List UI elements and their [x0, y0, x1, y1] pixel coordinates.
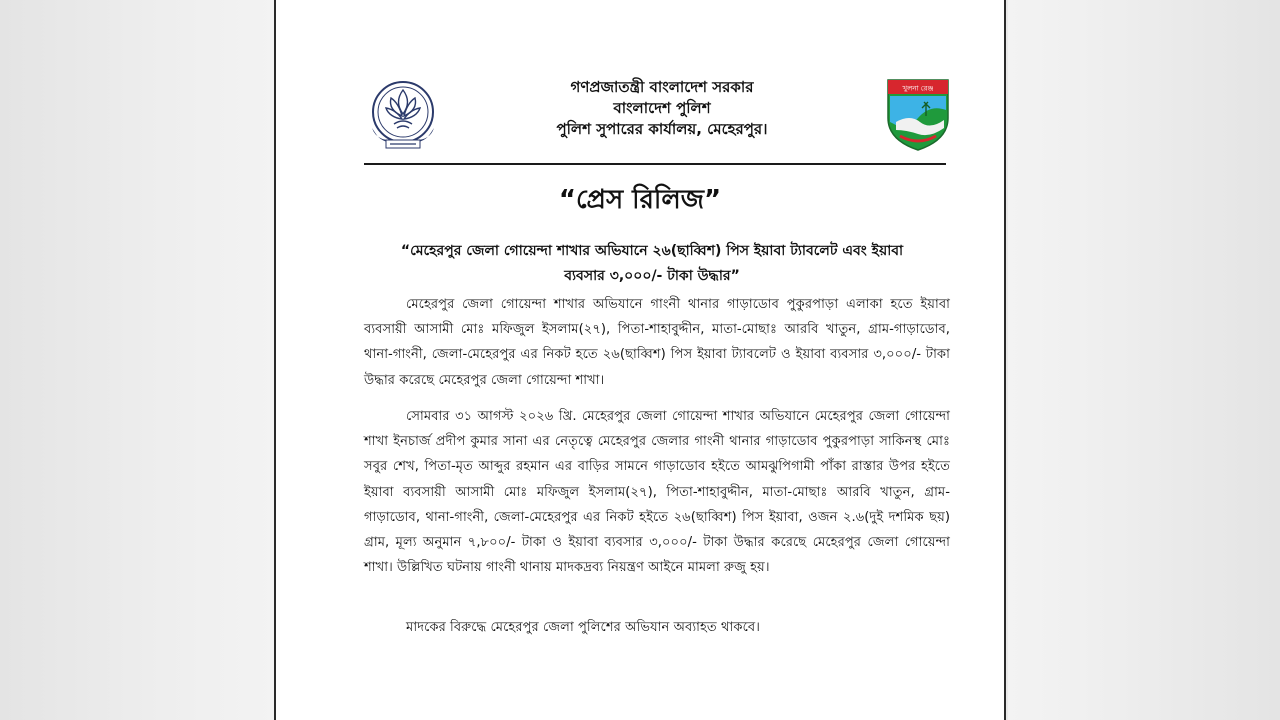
right-background	[1008, 0, 1280, 720]
letterhead	[364, 74, 950, 166]
press-release-title: “প্রেস রিলিজ”	[558, 185, 722, 215]
paragraph-3-text: মাদকের বিরুদ্ধে মেহেরপুর জেলা পুলিশের অভিযান অব্যাহত থাকবে।	[406, 620, 760, 635]
paragraph-3	[364, 615, 950, 640]
press-release-page	[274, 0, 1006, 720]
left-background	[0, 0, 274, 720]
headline-line-2: ব্যবসার ৩,০০০/- টাকা উদ্ধার”	[564, 268, 740, 284]
letterhead-text	[474, 77, 850, 140]
police-name: বাংলাদেশ পুলিশ	[613, 99, 711, 117]
paragraph-2-text: সোমবার ৩১ আগস্ট ২০২৬ খ্রি. মেহেরপুর জেলা গোয়েন্দা শাখার অভিযানে মেহেরপুর জেলা গোয়েন্দা শাখা ইনচার্জ প্রদীপ কুমার সানা এর নেতৃত্বে মেহেরপুর জেলার গাংনী থানার গাড়াডোব পুকুরপাড়া সাকিনস্থ মোঃ সবুর শেখ, পিতা-মৃত আব্দুর রহমান এর বাড়ির সামনে গাড়াডোব হইতে আমঝুপিগামী পাঁকা রাস্তার উপর হইতে ইয়াবা ব্যবসায়ী আসামী মোঃ মফিজুল ইসলাম(২৭), পিতা-শাহাবুদ্দীন, মাতা-মোছাঃ আরবি খাতুন, গ্রাম-গাড়াডোব, থানা-গাংনী, জেলা-মেহেরপুর এর নিকট হইতে ২৬(ছাব্বিশ) পিস ইয়াবা, ওজন ২.৬(দুই দশমিক ছয়) গ্রাম, মূল্য অনুমান ৭,৮০০/- টাকা ও ইয়াবা ব্যবসার ৩,০০০/- টাকা উদ্ধার করেছে মেহেরপুর জেলা গোয়েন্দা শাখা। উল্লিখিত ঘটনায় গাংনী থানায় মাদকদ্রব্য নিয়ন্ত্রণ আইনে মামলা রুজু হয়।	[364, 409, 950, 576]
paragraph-2	[364, 404, 950, 580]
paragraph-1-text: মেহেরপুর জেলা গোয়েন্দা শাখার অভিযানে গাংনী থানার গাড়াডোব পুকুরপাড়া এলাকা হতে ইয়াবা ব্যবসায়ী আসামী মোঃ মফিজুল ইসলাম(২৭), পিতা-শাহাবুদ্দীন, মাতা-মোছাঃ আরবি খাতুন, গ্রাম-গাড়াডোব, থানা-গাংনী, জেলা-মেহেরপুর এর নিকট হতে ২৬(ছাব্বিশ) পিস ইয়াবা ট্যাবলেট ও ইয়াবা ব্যবসার ৩,০০০/- টাকা উদ্ধার করেছে মেহেরপুর জেলা গোয়েন্দা শাখা।	[364, 297, 950, 388]
header-divider	[364, 163, 946, 165]
paragraph-1	[364, 292, 950, 393]
government-name: গণপ্রজাতন্ত্রী বাংলাদেশ সরকার	[570, 78, 754, 96]
press-release-headline	[372, 239, 932, 289]
badge-label: খুলনা রেঞ্জ	[902, 84, 934, 93]
bangladesh-police-emblem-icon	[364, 76, 442, 154]
office-name: পুলিশ সুপারের কার্যালয়, মেহেরপুর।	[556, 120, 768, 138]
headline-line-1: “মেহেরপুর জেলা গোয়েন্দা শাখার অভিযানে ২৬(ছাব্বিশ) পিস ইয়াবা ট্যাবলেট এবং ইয়াবা	[400, 243, 904, 259]
khulna-range-badge-icon	[886, 78, 950, 152]
